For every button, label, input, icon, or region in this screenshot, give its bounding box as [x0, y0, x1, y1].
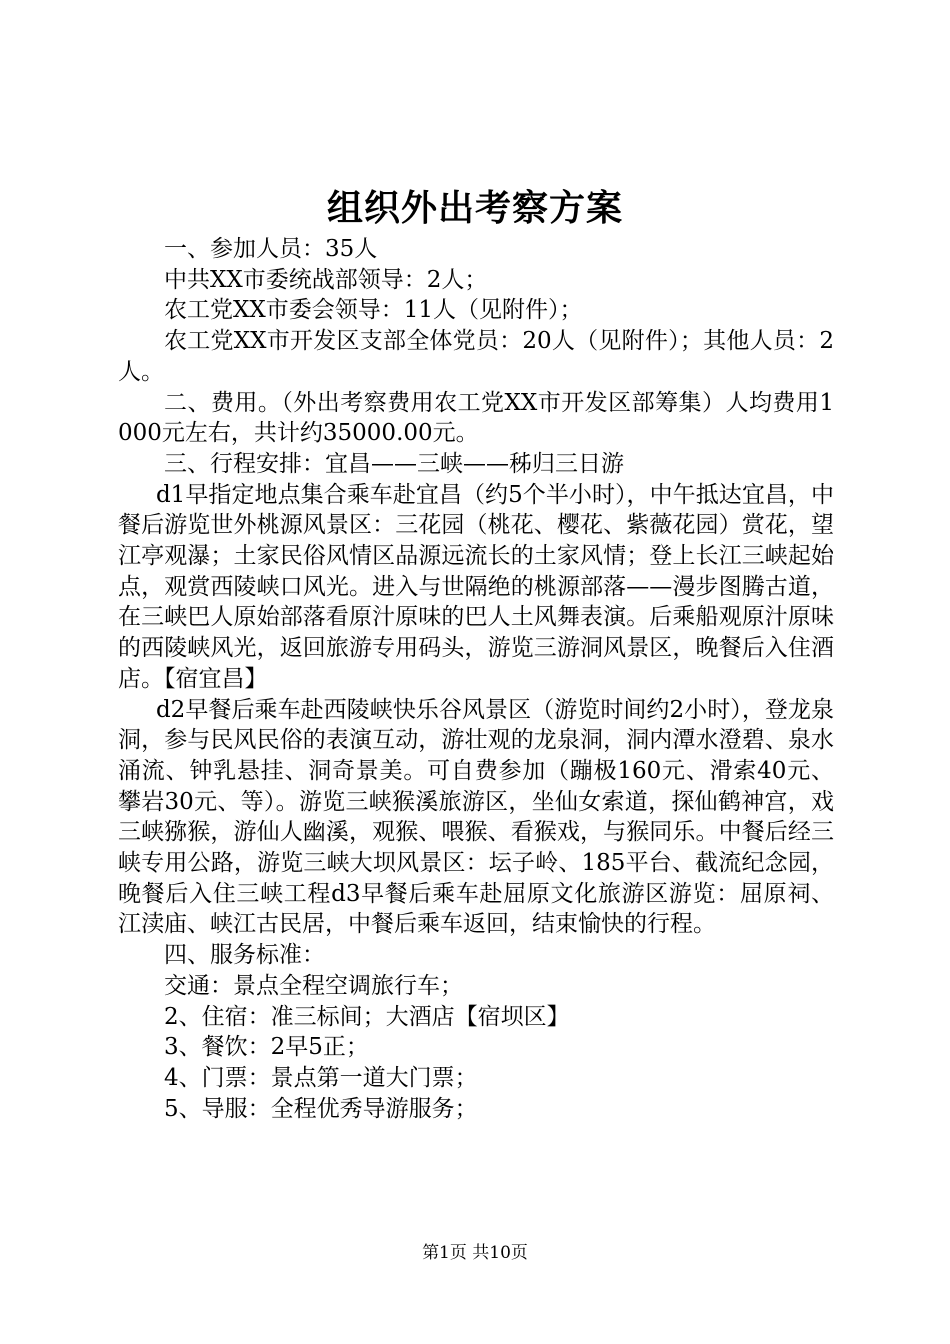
paragraph-participants-branch: 农工党XX市开发区支部全体党员：20人（见附件）；其他人员：2人。	[118, 328, 834, 385]
document-body	[118, 234, 834, 1124]
paragraph-participants-united-front: 中共XX市委统战部领导：2人；	[164, 266, 488, 293]
paragraph-itinerary-heading: 三、行程安排：宜昌——三峡——秭归三日游	[164, 450, 624, 477]
paragraph-cost: 二、费用。（外出考察费用农工党XX市开发区部筹集）人均费用1000元左右，共计约35000.00元。	[118, 389, 834, 447]
paragraph-service-lodging: 2、住宿：准三标间；大酒店【宿坝区】	[164, 1003, 570, 1030]
document-title: 组织外出考察方案	[326, 187, 623, 229]
paragraph-day-two: d2早餐后乘车赴西陵峡快乐谷风景区（游览时间约2小时），登龙泉洞，参与民风民俗的表演互动，游壮观的龙泉洞，洞内潭水澄碧、泉水涌流、钟乳悬挂、洞奇景美。可自费参加（蹦极160元、滑索40元、攀岩30元、等）。游览三峡猴溪旅游区，坐仙女索道，探仙鹤神宫，戏三峡猕猴，游仙人幽溪，观猴、喂猴、看猴戏，与猴同乐。中餐后经三峡专用公路，游览三峡大坝风景区：坛子岭、185平台、截流纪念园，晚餐后入住三峡工程d3早餐后乘车赴屈原文化旅游区游览：屈原祠、江渎庙、峡江古民居，中餐后乘车返回，结束愉快的行程。	[118, 696, 834, 938]
paragraph-day-one: d1早指定地点集合乘车赴宜昌（约5个半小时），中午抵达宜昌，中餐后游览世外桃源风景区：三花园（桃花、樱花、紫薇花园）赏花，望江亭观瀑；土家民俗风情区品源远流长的土家风情；登上长江三峡起始点，观赏西陵峡口风光。进入与世隔绝的桃源部落——漫步图腾古道，在三峡巴人原始部落看原汁原味的巴人土风舞表演。后乘船观原汁原味的西陵峡风光，返回旅游专用码头，游览三游洞风景区，晚餐后入住酒店。【宿宜昌】	[118, 481, 834, 692]
page-footer: 第1页 共10页	[422, 1243, 528, 1263]
paragraph-service-heading: 四、服务标准：	[164, 942, 325, 969]
paragraph-service-guide: 5、导服：全程优秀导游服务；	[164, 1095, 478, 1122]
paragraph-participants-committee: 农工党XX市委会领导：11人（见附件）；	[164, 297, 583, 324]
paragraph-service-transport: 交通：景点全程空调旅行车；	[164, 972, 463, 999]
paragraph-service-meals: 3、餐饮：2早5正；	[164, 1034, 369, 1061]
paragraph-service-tickets: 4、门票：景点第一道大门票；	[164, 1064, 478, 1091]
paragraph-participants-heading: 一、参加人员：35人	[164, 236, 378, 262]
